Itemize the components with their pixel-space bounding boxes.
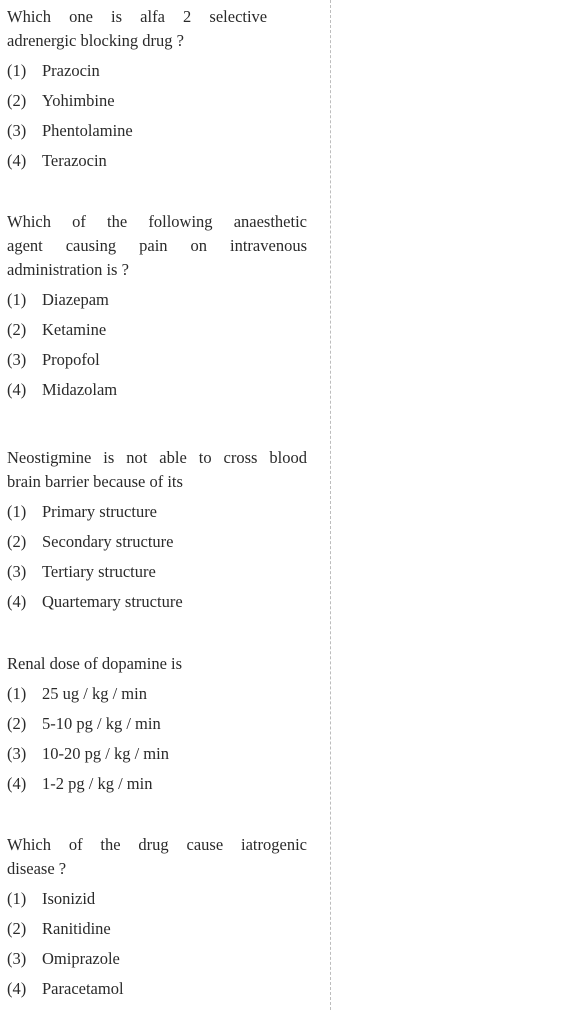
option-item[interactable] — [7, 56, 307, 86]
option-label: Quartemary structure — [42, 592, 183, 611]
option-item[interactable] — [7, 116, 307, 146]
question-text-line: agent causing pain on intravenous — [7, 236, 307, 255]
option-label: Omiprazole — [42, 949, 120, 968]
option-item[interactable] — [7, 914, 307, 944]
option-label: Phentolamine — [42, 121, 133, 140]
option-label: Diazepam — [42, 290, 109, 309]
option-number: (1) — [7, 61, 27, 80]
question-block — [7, 446, 307, 617]
question-text-line: Which of the drug cause iatrogenic — [7, 835, 307, 854]
option-item[interactable] — [7, 345, 307, 375]
option-number: (4) — [7, 774, 27, 793]
option-number: (1) — [7, 889, 27, 908]
column-divider — [330, 0, 331, 1010]
option-number: (2) — [7, 714, 27, 733]
option-label: Ranitidine — [42, 919, 111, 938]
option-label: 25 ug / kg / min — [42, 684, 147, 703]
option-number: (1) — [7, 290, 27, 309]
option-number: (2) — [7, 320, 27, 339]
option-number: (4) — [7, 151, 27, 170]
option-number: (2) — [7, 532, 27, 551]
option-label: Terazocin — [42, 151, 107, 170]
option-item[interactable] — [7, 709, 307, 739]
option-label: Yohimbine — [42, 91, 115, 110]
option-label: Isonizid — [42, 889, 96, 908]
question-text-line: Neostigmine is not able to cross blood — [7, 448, 307, 467]
option-label: Ketamine — [42, 320, 107, 339]
option-item[interactable] — [7, 974, 307, 1004]
question-text-line: Which one is alfa 2 selective — [7, 7, 268, 26]
option-label: 10-20 pg / kg / min — [42, 744, 169, 763]
option-item[interactable] — [7, 679, 307, 709]
option-item[interactable] — [7, 497, 307, 527]
question-block — [7, 5, 307, 176]
option-number: (3) — [7, 121, 27, 140]
option-number: (3) — [7, 744, 27, 763]
option-item[interactable] — [7, 769, 307, 799]
option-label: Tertiary structure — [42, 562, 156, 581]
question-text-line: adrenergic blocking drug ? — [7, 31, 185, 50]
question-text-line: brain barrier because of its — [7, 472, 183, 491]
option-number: (2) — [7, 91, 27, 110]
question-block — [7, 833, 307, 1004]
question-text-line: administration is ? — [7, 260, 129, 279]
question-block — [7, 210, 307, 405]
question-text-line: Renal dose of dopamine is — [7, 654, 183, 673]
option-number: (1) — [7, 684, 27, 703]
option-label: 1-2 pg / kg / min — [42, 774, 153, 793]
option-label: Secondary structure — [42, 532, 174, 551]
option-label: Propofol — [42, 350, 100, 369]
question-block — [7, 652, 307, 799]
option-number: (4) — [7, 380, 27, 399]
question-text-line: Which of the following anaesthetic — [7, 212, 307, 231]
option-item[interactable] — [7, 146, 307, 176]
option-item[interactable] — [7, 944, 307, 974]
option-item[interactable] — [7, 375, 307, 405]
option-label: Primary structure — [42, 502, 158, 521]
option-number: (3) — [7, 350, 27, 369]
option-number: (4) — [7, 979, 27, 998]
option-number: (1) — [7, 502, 27, 521]
option-label: Paracetamol — [42, 979, 124, 998]
option-label: Midazolam — [42, 380, 118, 399]
option-item[interactable] — [7, 739, 307, 769]
option-number: (3) — [7, 562, 27, 581]
option-item[interactable] — [7, 285, 307, 315]
option-label: 5-10 pg / kg / min — [42, 714, 161, 733]
option-number: (4) — [7, 592, 27, 611]
option-item[interactable] — [7, 884, 307, 914]
option-number: (3) — [7, 949, 27, 968]
option-item[interactable] — [7, 527, 307, 557]
option-item[interactable] — [7, 587, 307, 617]
question-text-line: disease ? — [7, 859, 67, 878]
option-item[interactable] — [7, 86, 307, 116]
option-label: Prazocin — [42, 61, 100, 80]
option-item[interactable] — [7, 315, 307, 345]
option-item[interactable] — [7, 557, 307, 587]
option-number: (2) — [7, 919, 27, 938]
